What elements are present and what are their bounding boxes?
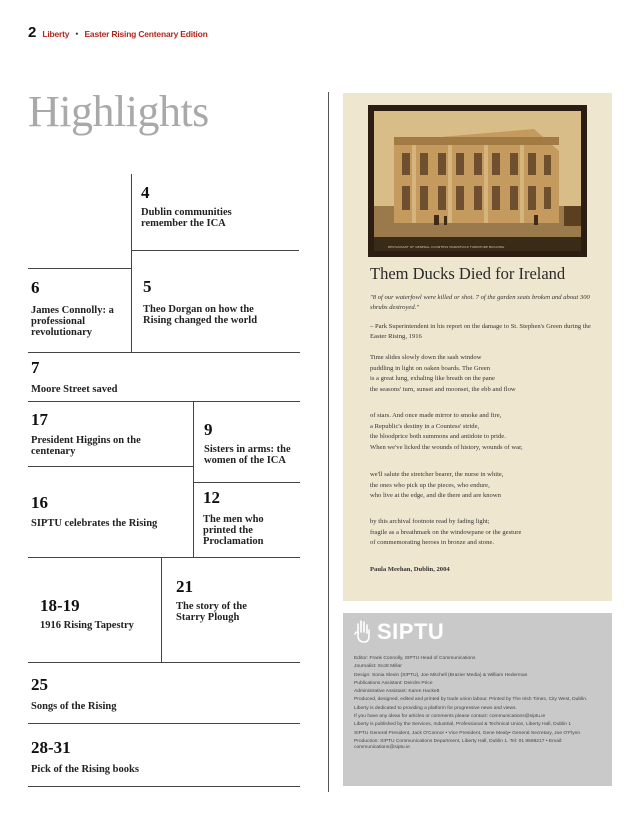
poem-stanza <box>370 411 605 453</box>
credit-line: Production: SIPTU Communications Department, Liberty Hall, Dublin 1. Tel: 01 8588217 • Email: communications@siptu.ie <box>354 738 563 750</box>
highlight-item[interactable] <box>141 184 241 229</box>
highlight-page: 18-19 <box>40 596 80 615</box>
page-title: Highlights <box>28 87 209 136</box>
grid-divider <box>28 466 193 467</box>
poem-panel <box>343 93 612 601</box>
highlight-title: President Higgins on the centenary <box>31 435 141 457</box>
highlight-title: Dublin communities remember the ICA <box>141 207 232 229</box>
poem-epigraph: "8 of our waterfowl were killed or shot. 7 of the garden seats broken and about 300 shrubs destroyed." <box>370 294 590 311</box>
grid-divider <box>161 557 162 662</box>
grid-divider <box>193 401 194 557</box>
grid-divider <box>193 482 300 483</box>
highlight-title: Theo Dorgan on how the Rising changed the world <box>143 304 258 326</box>
poem-author: Paula Meehan, Dublin, 2004 <box>370 566 450 573</box>
page-header <box>28 24 208 40</box>
siptu-logo-text: SIPTU <box>377 619 445 644</box>
poem-line: Time slides slowly down the sash window <box>370 354 482 361</box>
credit-line: Administrative Assistant: Karen Hackett <box>354 689 440 695</box>
edition-name: Easter Rising Centenary Edition <box>84 29 208 39</box>
poem-stanza <box>370 517 605 549</box>
highlight-page: 28-31 <box>31 738 71 757</box>
highlight-item[interactable] <box>31 279 127 338</box>
highlight-item[interactable] <box>31 411 143 457</box>
grid-divider <box>28 401 300 402</box>
siptu-credits-panel <box>343 613 612 786</box>
grid-divider <box>28 723 300 724</box>
highlight-item[interactable] <box>31 676 231 712</box>
credit-line: Produced, designed, edited and printed by trade union labour. Printed by The Irish Times, City West, Dublin. <box>354 697 588 703</box>
grid-divider <box>28 786 300 787</box>
poem-line: of stars. And once made mirror to smoke and fire, <box>370 412 502 419</box>
highlight-item[interactable] <box>31 494 191 529</box>
highlight-page: 25 <box>31 675 48 694</box>
highlight-item[interactable] <box>203 489 283 547</box>
highlight-item[interactable] <box>143 278 263 326</box>
building-photo-image <box>374 111 581 251</box>
highlight-page: 9 <box>204 420 213 439</box>
credit-line: Liberty is published by the Services, Industrial, Professional & Technical Union, Liberty Hall, Dublin 1 <box>354 722 572 728</box>
highlight-title: Moore Street saved <box>31 384 118 395</box>
hand-icon <box>353 619 373 645</box>
credits-list <box>354 656 604 753</box>
highlight-page: 16 <box>31 493 48 512</box>
poem-title: Them Ducks Died for Ireland <box>370 264 566 283</box>
poem-line: by this archival footnote read by fading light; <box>370 518 490 525</box>
credit-line: SIPTU General President, Jack O'Connor • Vice President, Gene Mealy• General Secretary, Joe O'Flynn <box>354 730 581 736</box>
poem-line: fragile as a breathmark on the windowpane or the gesture <box>370 528 522 536</box>
highlight-item[interactable] <box>176 578 256 623</box>
highlight-title: The men who printed the Proclamation <box>203 514 264 547</box>
poem-line: who live at the edge, and die there and are known <box>370 492 501 499</box>
poem-line: the bloodprice both summons and antidote to pride. <box>370 433 506 440</box>
poem-line: of commemorating heroes in bronze and stone. <box>370 539 494 546</box>
highlight-page: 6 <box>31 278 40 297</box>
poem-line: the seasons' turn, sunset and moonset, the ebb and flow <box>370 385 516 393</box>
photo-caption: RESTAURANT OF GENERAL COUNTESS MARKIEVICZ FURNITURE BUILDING <box>388 245 505 249</box>
highlight-page: 17 <box>31 410 48 429</box>
highlight-title: 1916 Rising Tapestry <box>40 620 134 631</box>
highlight-item[interactable] <box>31 739 231 775</box>
highlight-title: Sisters in arms: the women of the ICA <box>204 444 291 466</box>
poem-stanza <box>370 470 605 502</box>
highlight-item[interactable] <box>31 359 231 395</box>
highlight-title: Pick of the Rising books <box>31 764 139 775</box>
header-separator: • <box>75 29 79 39</box>
highlight-page: 7 <box>31 358 40 377</box>
grid-divider <box>131 250 299 251</box>
credit-line: If you have any ideas for articles or comments please contact: communications@siptu.ie <box>354 714 546 720</box>
highlight-title: James Connolly: a professional revolutionary <box>31 305 114 338</box>
credit-line: Design: Sonia Slevin (SIPTU), Joe Mitchell (Brazier Media) & William Hederman <box>354 672 528 678</box>
credit-line: Editor: Frank Connolly, SIPTU Head of Communications <box>354 656 476 661</box>
poem-line: puddling in light on oaken boards. The Green <box>370 364 491 372</box>
grid-divider <box>28 662 300 663</box>
highlight-title: The story of the Starry Plough <box>176 601 247 623</box>
poem-line: the ones who pick up the pieces, who endure, <box>370 481 490 489</box>
highlight-page: 4 <box>141 183 150 202</box>
poem-epigraph-source: – Park Superintendent in his report on the damage to St. Stephen's Green during the Easter Rising, 1916 <box>370 323 591 340</box>
highlight-page: 5 <box>143 277 152 296</box>
page-number: 2 <box>28 24 37 41</box>
grid-divider <box>131 174 132 353</box>
building-photo <box>368 105 587 257</box>
poem-line: is a great lung, exhaling like breath on the pane <box>370 375 495 382</box>
grid-divider <box>28 268 131 269</box>
highlight-item[interactable] <box>204 421 304 466</box>
credit-line: Publications Assistant: Deirdre Price <box>354 680 433 686</box>
highlight-page: 12 <box>203 488 220 507</box>
grid-divider <box>28 557 300 558</box>
column-divider <box>328 92 329 792</box>
credit-line: Liberty is dedicated to providing a platform for progressive news and views. <box>354 705 517 711</box>
highlight-item[interactable] <box>40 597 158 631</box>
building-illustration <box>374 111 581 251</box>
poem-line: a Republic's destiny in a Countess' stride, <box>370 422 480 430</box>
grid-divider <box>28 352 300 353</box>
poem-line: When we've licked the wounds of history, wounds of war, <box>370 443 523 451</box>
siptu-logo <box>353 619 444 645</box>
magazine-name: Liberty <box>42 29 70 39</box>
highlight-page: 21 <box>176 577 193 596</box>
highlight-title: Songs of the Rising <box>31 701 117 712</box>
poem-line: we'll salute the stretcher bearer, the nurse in white, <box>370 471 504 478</box>
poem-stanza <box>370 353 605 395</box>
highlight-title: SIPTU celebrates the Rising <box>31 518 158 529</box>
credit-line: Journalist: Scott Millar <box>354 664 402 670</box>
